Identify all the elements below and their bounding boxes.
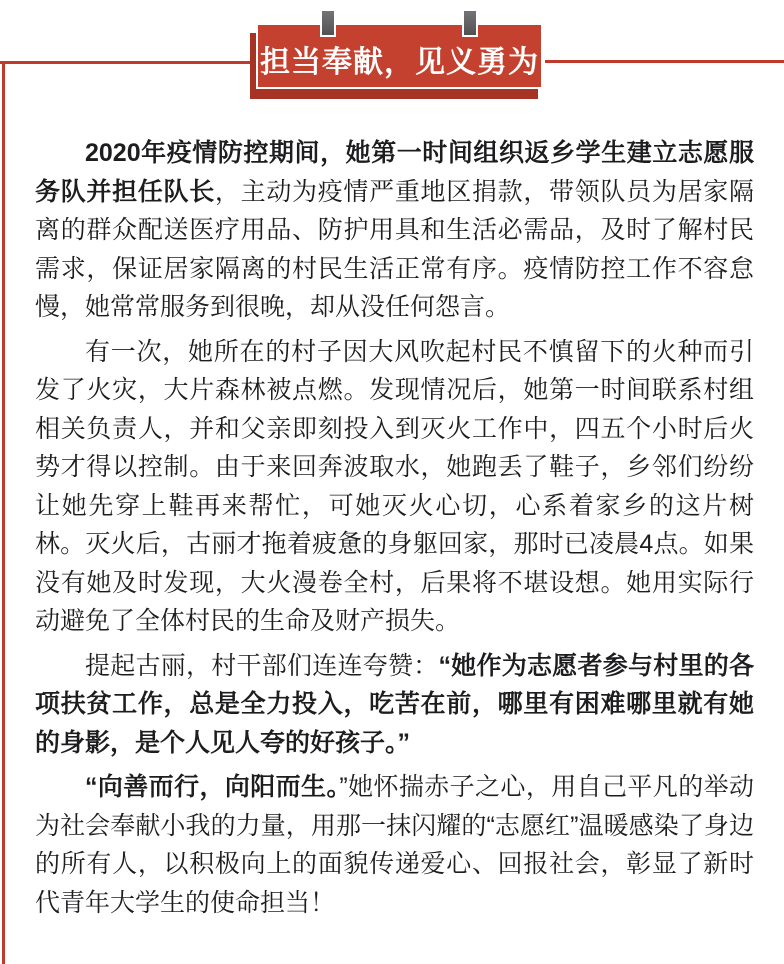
text-segment: 有一次，她所在的村子因大风吹起村民不慎留下的火种而引发了火灾，大片森林被点燃。发现情况后，她第一时间联系村组相关负责人，并和父亲即刻投入到灭火工作中，四五个小时后火势才得以控制。由于来回奔波取水，她跑丢了鞋子，乡邻们纷纷让她先穿上鞋再来帮忙，可她灭火心切，心系着家乡的这片树林。灭火后，古丽才拖着疲惫的身躯回家，那时已凌晨4点。如果没有她及时发现，大火漫卷全村，后果将不堪设想。她用实际行动避免了全体村民的生命及财产损失。 (35, 337, 754, 635)
page-title: 担当奉献，见义勇为 (260, 45, 539, 79)
left-border-line (2, 62, 5, 964)
banner-clip-icon (464, 11, 476, 35)
text-segment: 提起古丽，村干部们连连夸赞： (85, 651, 439, 680)
bold-text-segment: “她作为志愿者参与村里的各项扶贫工作，总是全力投入，吃苦在前，哪里有困难哪里就有她的身影，是个人见人夸的好孩子。” (35, 651, 754, 757)
paragraph (35, 134, 754, 327)
paragraph (35, 333, 754, 641)
title-banner (256, 23, 543, 89)
bold-text-segment: 2020年疫情防控期间，她第一时间组织返乡学生建立志愿服务队并担任队长 (35, 139, 754, 206)
text-segment: ”她怀揣赤子之心，用自己平凡的举动为社会奉献小我的力量，用那一抹闪耀的“志愿红”温暖感染了身边的所有人，以积极向上的面貌传递爱心、回报社会，彰显了新时代青年大学生的使命担当！ (35, 773, 754, 917)
header-rule-left (0, 61, 252, 64)
header-rule-right (545, 60, 784, 63)
article-body (35, 134, 754, 928)
paragraph (35, 768, 754, 922)
bold-text-segment: “向善而行，向阳而生。 (85, 773, 340, 801)
paragraph (35, 647, 754, 763)
banner-clip-icon (322, 11, 334, 35)
text-segment: ，主动为疫情严重地区捐款，带领队员为居家隔离的群众配送医疗用品、防护用具和生活必需品，及时了解村民需求，保证居家隔离的村民生活正常有序。疫情防控工作不容怠慢，她常常服务到很晚，却从没任何怨言。 (35, 177, 754, 321)
